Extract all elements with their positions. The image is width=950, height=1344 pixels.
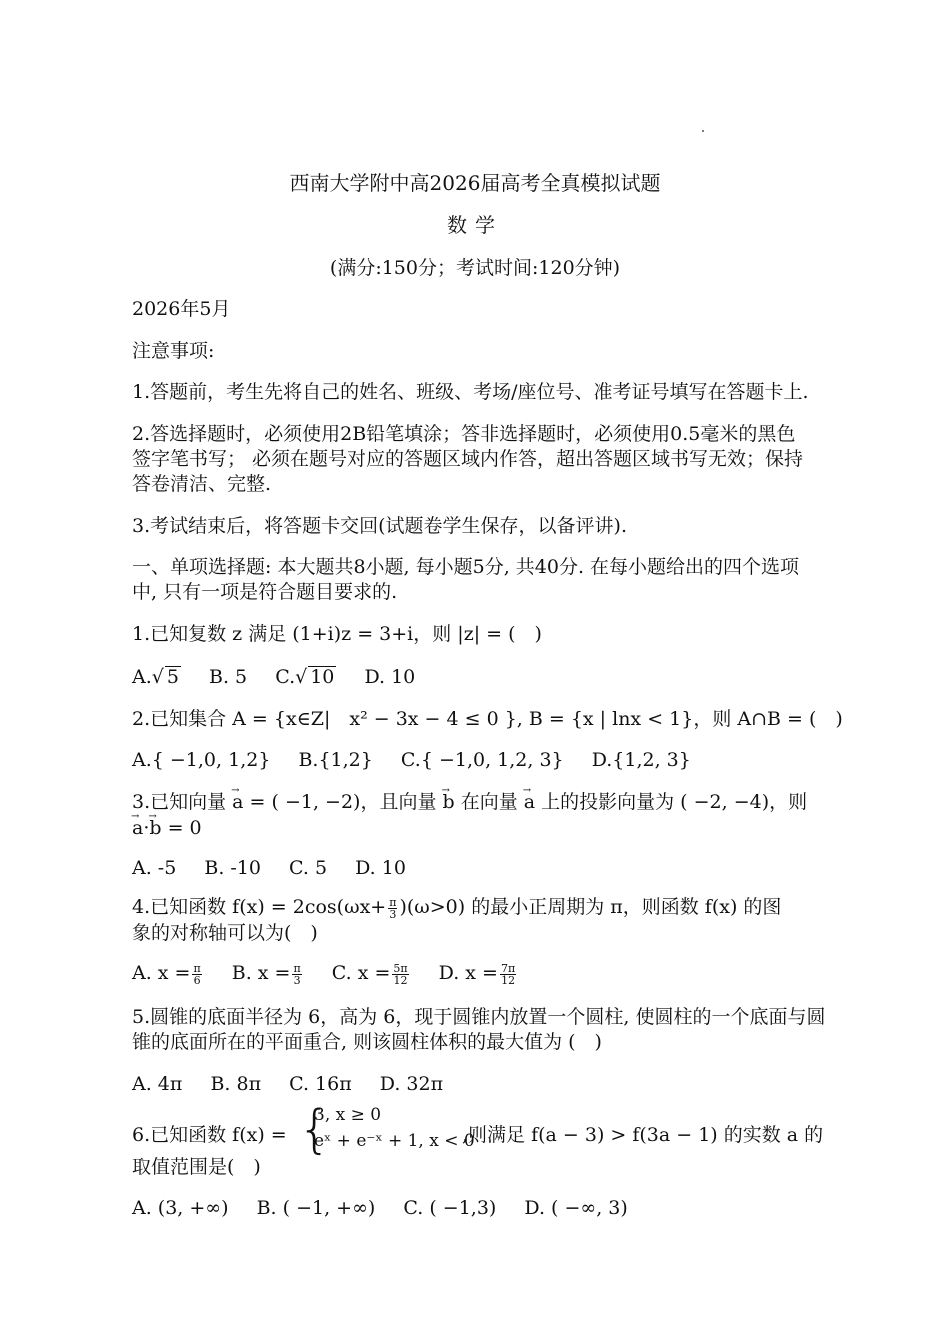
notice-item-3: 3.考试结束后，将答题卡交回(试题卷学生保存，以备评讲).: [132, 515, 627, 537]
question-6-stem-prefix: 6.已知函数 f(x) =: [132, 1124, 287, 1146]
question-6-option-b: B. ( −1, +∞): [256, 1197, 376, 1219]
question-2-option-b: B.{1,2}: [298, 749, 373, 771]
question-5-stem-line-1: 5.圆锥的底面半径为 6，高为 6，现于圆锥内放置一个圆柱, 使圆柱的一个底面与圆: [132, 1006, 826, 1028]
question-3-option-b: B. -10: [204, 857, 261, 879]
question-4-options: [132, 960, 540, 986]
question-1-option-a: A.√ 5: [132, 666, 179, 688]
question-5-stem-line-2: 锥的底面所在的平面重合, 则该圆柱体积的最大值为 ( ): [132, 1031, 602, 1053]
question-6-options: [132, 1195, 650, 1221]
notice-item-2-line-2: 签字笔书写； 必须在题号对应的答题区域内作答，超出答题区域书写无效；保持: [132, 448, 804, 470]
score-info: (满分:150分；考试时间:120分钟): [329, 257, 621, 279]
notice-item-1: 1.答题前，考生先将自己的姓名、班级、考场/座位号、准考证号填写在答题卡上.: [132, 381, 809, 403]
question-1-stem: 1.已知复数 z 满足 (1+i)z = 3+i，则 |z| = ( ): [132, 623, 542, 645]
notice-heading: 注意事项:: [132, 340, 215, 362]
question-1-options: [132, 664, 437, 690]
question-4-option-b: B. x = $\frac{\pi}{3}$: [231, 961, 301, 987]
question-3-option-d: D. 10: [355, 857, 406, 879]
question-2-options: [132, 747, 713, 773]
scan-speck: [702, 130, 704, 132]
question-4-option-d: D. x = $\frac{7\pi}{12}$: [438, 961, 516, 987]
question-5-option-a: A. 4π: [132, 1073, 183, 1095]
vector-a-symbol: → a: [232, 789, 243, 815]
notice-item-2-line-3: 答卷清洁、完整.: [132, 473, 272, 495]
piecewise-case-1: 3, x ≥ 0: [314, 1105, 382, 1125]
question-6-option-d: D. ( −∞, 3): [524, 1197, 628, 1219]
exam-title: 西南大学附中高2026届高考全真模拟试题: [289, 171, 661, 195]
piecewise-brace: {: [298, 1100, 332, 1160]
question-3-option-a: A. -5: [132, 857, 177, 879]
question-3-stem-line-2: → a·→ b = 0: [132, 815, 202, 841]
vector-b-symbol: → b: [149, 815, 161, 841]
exam-date: 2026年5月: [132, 298, 231, 320]
question-4-option-c: C. x = $\frac{5\pi}{12}$: [331, 961, 408, 987]
question-5-option-c: C. 16π: [289, 1073, 352, 1095]
question-1-option-b: B. 5: [209, 666, 248, 688]
question-1-option-d: D. 10: [364, 666, 416, 688]
vector-b-symbol: → b: [443, 789, 455, 815]
question-6-option-c: C. ( −1,3): [403, 1197, 497, 1219]
question-4-stem-line-2: 象的对称轴可以为( ): [132, 922, 318, 944]
question-6-stem-line-2: 取值范围是( ): [132, 1156, 261, 1178]
question-1-option-c: C.√ 10: [275, 666, 335, 688]
question-6-option-a: A. (3, +∞): [132, 1197, 229, 1219]
question-4-option-a: A. x = $\frac{\pi}{6}$: [132, 961, 201, 987]
question-2-option-d: D.{1,2, 3}: [591, 749, 691, 771]
section-1-heading-line-2: 中, 只有一项是符合题目要求的.: [132, 581, 398, 603]
vector-a-symbol: → a: [132, 815, 143, 841]
question-6-stem-suffix: ,则满足 f(a − 3) > f(3a − 1) 的实数 a 的: [462, 1124, 824, 1146]
question-5-option-b: B. 8π: [210, 1073, 262, 1095]
question-3-stem-line-1: 3.已知向量 → a = ( −1, −2)，且向量 → b 在向量 → a 上的投影向量为 ( −2, −4)，则: [132, 789, 807, 815]
question-3-option-c: C. 5: [289, 857, 328, 879]
question-3-options: [132, 855, 428, 881]
fraction: $\frac{\pi}{3}$: [389, 895, 397, 921]
notice-item-2-line-1: 2.答选择题时，必须使用2B铅笔填涂；答非选择题时，必须使用0.5毫米的黑色: [132, 423, 796, 445]
question-5-option-d: D. 32π: [379, 1073, 444, 1095]
question-5-options: [132, 1071, 465, 1097]
question-2-stem: 2.已知集合 A = {x∈Z| x² − 3x − 4 ≤ 0 }, B = {x | lnx < 1}，则 A∩B = ( ): [132, 708, 843, 730]
question-2-option-a: A.{ −1,0, 1,2}: [132, 749, 271, 771]
section-1-heading-line-1: 一、单项选择题: 本大题共8小题, 每小题5分, 共40分. 在每小题给出的四个选项: [132, 556, 800, 578]
subject-title: 数学: [447, 213, 503, 237]
question-2-option-c: C.{ −1,0, 1,2, 3}: [400, 749, 564, 771]
vector-a-symbol: → a: [524, 789, 535, 815]
question-4-stem-line-1: 4.已知函数 f(x) = 2cos(ωx+ $\frac{\pi}{3}$ )(ω>0) 的最小正周期为 π，则函数 f(x) 的图: [132, 895, 782, 921]
piecewise-case-2: eˣ + e⁻ˣ + 1, x < 0: [314, 1131, 475, 1151]
